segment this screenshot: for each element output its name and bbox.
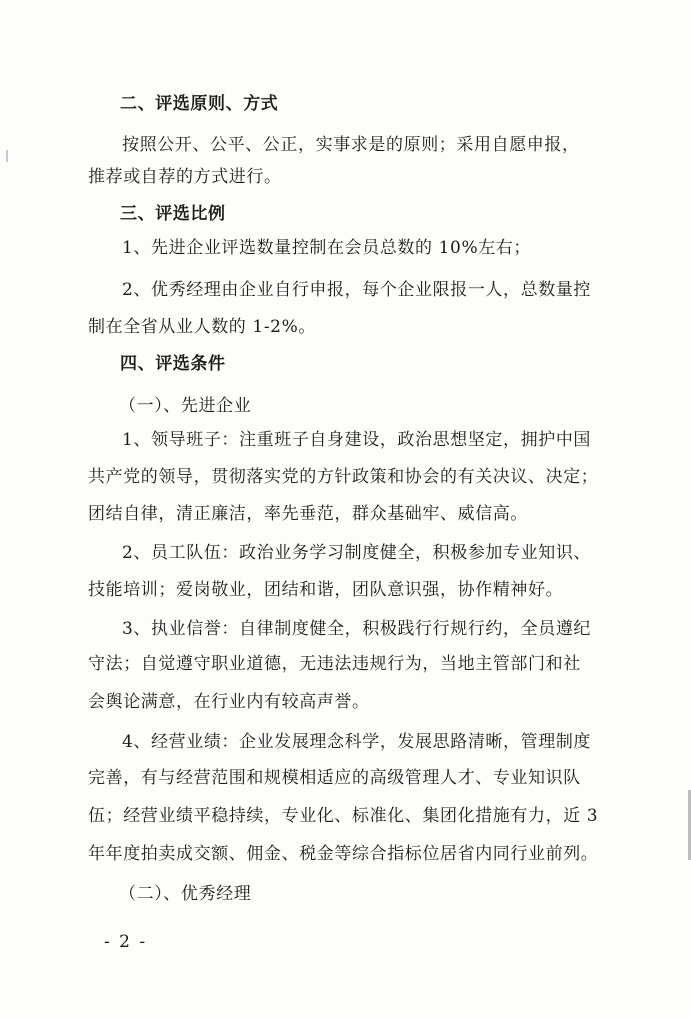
paragraph-line: 制在全省从业人数的 1-2%。 (88, 317, 316, 337)
paragraph-line: 2、员工队伍：政治业务学习制度健全，积极参加专业知识、 (122, 543, 592, 563)
subsection-heading-excellent-manager: （二）、优秀经理 (119, 884, 252, 904)
section-heading-conditions: 四、评选条件 (120, 354, 226, 374)
paragraph-line: 按照公开、公平、公正，实事求是的原则；采用自愿申报， (122, 135, 580, 155)
paragraph-line: 团结自律，清正廉洁，率先垂范，群众基础牢、威信高。 (88, 504, 528, 524)
paragraph-line: 共产党的领导，贯彻落实党的方针政策和协会的有关决议、决定； (88, 467, 599, 487)
paragraph-line: 技能培训；爱岗敬业，团结和谐，团队意识强，协作精神好。 (88, 580, 564, 600)
paragraph-line: 会舆论满意，在行业内有较高声誉。 (88, 692, 370, 712)
section-heading-principles: 二、评选原则、方式 (120, 94, 279, 114)
paragraph-line: 守法；自觉遵守职业道德，无违法违规行为，当地主管部门和社 (88, 654, 581, 674)
paragraph-line: 伍；经营业绩平稳持续，专业化、标准化、集团化措施有力，近 3 (88, 806, 599, 826)
paragraph-line: 年年度拍卖成交额、佣金、税金等综合指标位居省内同行业前列。 (88, 844, 599, 864)
scan-speck (6, 150, 8, 162)
paragraph-line: 推荐或自荐的方式进行。 (88, 167, 282, 187)
paragraph-line: 3、执业信誉：自律制度健全，积极践行行规行约，全员遵纪 (122, 619, 592, 639)
paragraph-line: 4、经营业绩：企业发展理念科学，发展思路清晰，管理制度 (122, 732, 592, 752)
paragraph-line: 2、优秀经理由企业自行申报，每个企业限报一人，总数量控 (122, 280, 592, 300)
page-number: - 2 - (104, 932, 148, 952)
paragraph-line: 1、领导班子：注重班子自身建设，政治思想坚定，拥护中国 (122, 430, 592, 450)
section-heading-ratio: 三、评选比例 (120, 204, 226, 224)
subsection-heading-advanced-enterprise: （一）、先进企业 (119, 396, 252, 416)
paragraph-line: 1、先进企业评选数量控制在会员总数的 10%左右； (122, 238, 532, 258)
paragraph-line: 完善，有与经营范围和规模相适应的高级管理人才、专业知识队 (88, 768, 581, 788)
